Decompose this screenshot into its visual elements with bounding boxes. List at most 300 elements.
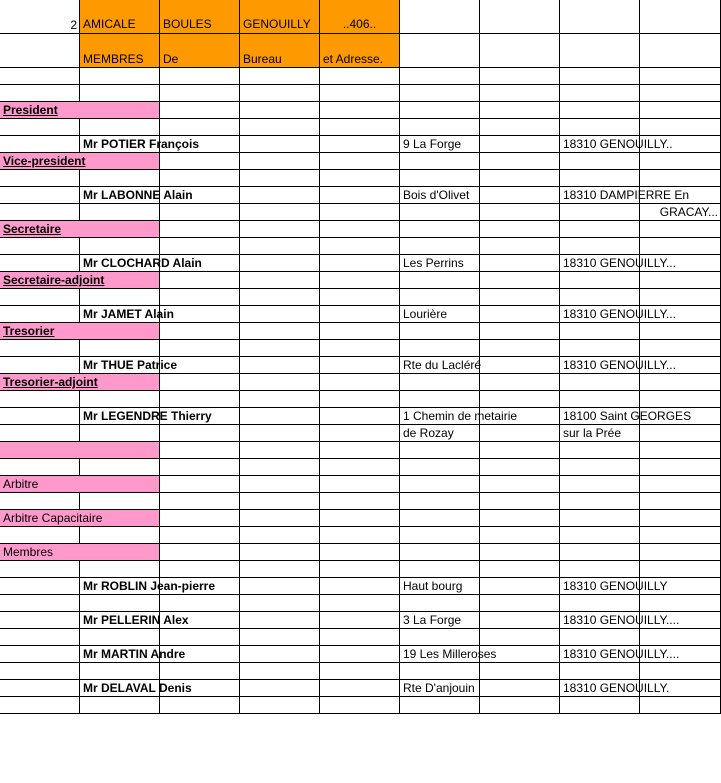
- cell[interactable]: [320, 357, 400, 374]
- cell[interactable]: [320, 153, 400, 170]
- cell[interactable]: [640, 323, 721, 340]
- cell[interactable]: [160, 391, 240, 408]
- cell[interactable]: [480, 68, 560, 85]
- cell[interactable]: [0, 340, 80, 357]
- cell[interactable]: [640, 340, 721, 357]
- cell[interactable]: [160, 595, 240, 612]
- cell[interactable]: [160, 119, 240, 136]
- cell[interactable]: [320, 697, 400, 714]
- cell[interactable]: [0, 85, 80, 102]
- cell[interactable]: [320, 170, 400, 187]
- cell[interactable]: [560, 612, 680, 629]
- cell[interactable]: [240, 493, 320, 510]
- cell[interactable]: [0, 306, 80, 323]
- cell[interactable]: [480, 204, 560, 221]
- cell[interactable]: [480, 289, 560, 306]
- cell[interactable]: [400, 85, 480, 102]
- section-title-cell[interactable]: [0, 102, 160, 119]
- cell[interactable]: [240, 306, 320, 323]
- cell[interactable]: [80, 629, 160, 646]
- cell[interactable]: [560, 136, 673, 153]
- cell[interactable]: [0, 255, 80, 272]
- cell[interactable]: [160, 289, 240, 306]
- cell[interactable]: [80, 85, 160, 102]
- cell[interactable]: [400, 153, 480, 170]
- cell[interactable]: [400, 221, 480, 238]
- cell[interactable]: [640, 425, 721, 442]
- cell[interactable]: [480, 425, 560, 442]
- cell[interactable]: [240, 527, 320, 544]
- cell[interactable]: [400, 510, 480, 527]
- cell[interactable]: [0, 595, 80, 612]
- cell[interactable]: [80, 527, 160, 544]
- cell[interactable]: [560, 204, 640, 221]
- section-title-cell[interactable]: [0, 221, 160, 238]
- cell[interactable]: [80, 306, 174, 323]
- cell[interactable]: [320, 323, 400, 340]
- cell[interactable]: [400, 289, 480, 306]
- cell[interactable]: [240, 561, 320, 578]
- cell[interactable]: [240, 119, 320, 136]
- cell[interactable]: [160, 425, 240, 442]
- cell[interactable]: [160, 629, 240, 646]
- cell[interactable]: [480, 663, 560, 680]
- cell[interactable]: [400, 544, 480, 561]
- cell[interactable]: [240, 646, 320, 663]
- cell[interactable]: [480, 527, 560, 544]
- cell[interactable]: [160, 272, 240, 289]
- cell[interactable]: [0, 578, 80, 595]
- cell[interactable]: [240, 221, 320, 238]
- cell[interactable]: [480, 391, 560, 408]
- cell[interactable]: [480, 102, 560, 119]
- cell[interactable]: [160, 170, 240, 187]
- cell[interactable]: [400, 527, 480, 544]
- cell[interactable]: [640, 561, 721, 578]
- cell[interactable]: [240, 442, 320, 459]
- cell[interactable]: [240, 170, 320, 187]
- cell[interactable]: [80, 255, 202, 272]
- cell[interactable]: [640, 374, 721, 391]
- cell[interactable]: [80, 663, 160, 680]
- cell[interactable]: [400, 493, 480, 510]
- cell[interactable]: [480, 323, 560, 340]
- cell[interactable]: [560, 306, 676, 323]
- cell[interactable]: [480, 493, 560, 510]
- cell[interactable]: [160, 85, 240, 102]
- header-cell[interactable]: [80, 34, 160, 68]
- cell[interactable]: [480, 136, 560, 153]
- cell[interactable]: [560, 238, 640, 255]
- cell[interactable]: [480, 442, 560, 459]
- cell[interactable]: [320, 136, 400, 153]
- cell[interactable]: [160, 697, 240, 714]
- cell[interactable]: [320, 561, 400, 578]
- cell[interactable]: [480, 357, 560, 374]
- cell[interactable]: [320, 544, 400, 561]
- cell[interactable]: [400, 255, 480, 272]
- cell[interactable]: [0, 629, 80, 646]
- cell[interactable]: [320, 527, 400, 544]
- cell[interactable]: [480, 272, 560, 289]
- cell[interactable]: [640, 391, 721, 408]
- cell[interactable]: [240, 374, 320, 391]
- cell[interactable]: [480, 85, 560, 102]
- cell[interactable]: [640, 153, 721, 170]
- cell[interactable]: [80, 680, 192, 697]
- cell[interactable]: [480, 221, 560, 238]
- cell[interactable]: [480, 476, 560, 493]
- cell[interactable]: [480, 187, 560, 204]
- cell[interactable]: [480, 697, 560, 714]
- cell[interactable]: [560, 578, 668, 595]
- cell[interactable]: [560, 459, 640, 476]
- cell[interactable]: [240, 187, 320, 204]
- cell[interactable]: [400, 357, 480, 374]
- cell[interactable]: [560, 493, 640, 510]
- cell[interactable]: [320, 646, 400, 663]
- cell[interactable]: [400, 34, 480, 68]
- cell[interactable]: [560, 442, 640, 459]
- cell[interactable]: [480, 459, 560, 476]
- cell[interactable]: [640, 170, 721, 187]
- cell[interactable]: [480, 255, 560, 272]
- cell[interactable]: [240, 612, 320, 629]
- cell[interactable]: [160, 527, 240, 544]
- cell[interactable]: [560, 476, 640, 493]
- cell[interactable]: [160, 153, 240, 170]
- cell[interactable]: [320, 493, 400, 510]
- cell[interactable]: [240, 153, 320, 170]
- cell[interactable]: [400, 697, 480, 714]
- cell[interactable]: [240, 425, 320, 442]
- cell[interactable]: [560, 527, 640, 544]
- cell[interactable]: [320, 187, 400, 204]
- header-cell[interactable]: [80, 0, 160, 34]
- cell[interactable]: [320, 238, 400, 255]
- cell[interactable]: [0, 238, 80, 255]
- cell[interactable]: [480, 170, 560, 187]
- cell[interactable]: [560, 357, 676, 374]
- cell[interactable]: [320, 595, 400, 612]
- cell[interactable]: [0, 408, 80, 425]
- cell[interactable]: [320, 68, 400, 85]
- cell[interactable]: [240, 68, 320, 85]
- cell[interactable]: [320, 425, 400, 442]
- cell[interactable]: [560, 561, 640, 578]
- cell[interactable]: [400, 680, 480, 697]
- cell[interactable]: [80, 595, 160, 612]
- cell[interactable]: [0, 289, 80, 306]
- cell[interactable]: [560, 595, 640, 612]
- cell[interactable]: [400, 204, 480, 221]
- cell[interactable]: [160, 204, 240, 221]
- cell[interactable]: [0, 136, 80, 153]
- cell[interactable]: [0, 680, 80, 697]
- cell[interactable]: [240, 595, 320, 612]
- header-cell[interactable]: [240, 0, 320, 34]
- cell[interactable]: [160, 442, 240, 459]
- cell[interactable]: [640, 595, 721, 612]
- cell[interactable]: [0, 170, 80, 187]
- cell[interactable]: [400, 306, 480, 323]
- cell[interactable]: [480, 595, 560, 612]
- cell[interactable]: [240, 85, 320, 102]
- cell[interactable]: [400, 170, 480, 187]
- cell[interactable]: [0, 119, 80, 136]
- cell[interactable]: [400, 408, 518, 425]
- cell[interactable]: [240, 578, 320, 595]
- cell[interactable]: [560, 102, 640, 119]
- cell[interactable]: [400, 323, 480, 340]
- cell[interactable]: [0, 493, 80, 510]
- cell[interactable]: [320, 459, 400, 476]
- cell[interactable]: [480, 612, 560, 629]
- cell[interactable]: [240, 510, 320, 527]
- cell[interactable]: [560, 629, 640, 646]
- cell[interactable]: [240, 340, 320, 357]
- cell[interactable]: [320, 629, 400, 646]
- cell[interactable]: [80, 68, 160, 85]
- cell[interactable]: [320, 612, 400, 629]
- cell[interactable]: [480, 34, 560, 68]
- cell[interactable]: [240, 629, 320, 646]
- cell[interactable]: [320, 119, 400, 136]
- cell[interactable]: [240, 289, 320, 306]
- cell[interactable]: [400, 425, 480, 442]
- cell[interactable]: [320, 391, 400, 408]
- cell[interactable]: [320, 102, 400, 119]
- cell[interactable]: [0, 187, 80, 204]
- cell[interactable]: [160, 340, 240, 357]
- cell[interactable]: [400, 459, 480, 476]
- cell[interactable]: [0, 459, 80, 476]
- cell[interactable]: [160, 476, 240, 493]
- cell[interactable]: [400, 595, 480, 612]
- cell[interactable]: [160, 561, 240, 578]
- cell[interactable]: [560, 340, 640, 357]
- cell[interactable]: [640, 476, 721, 493]
- cell[interactable]: [0, 561, 80, 578]
- cell[interactable]: [480, 153, 560, 170]
- cell[interactable]: [80, 459, 160, 476]
- cell[interactable]: [80, 357, 178, 374]
- cell[interactable]: [0, 0, 80, 34]
- section-title-cell[interactable]: [0, 374, 160, 391]
- cell[interactable]: [400, 391, 480, 408]
- cell[interactable]: [320, 255, 400, 272]
- cell[interactable]: [560, 272, 640, 289]
- cell[interactable]: [80, 340, 160, 357]
- cell[interactable]: [240, 272, 320, 289]
- cell[interactable]: [560, 255, 676, 272]
- cell[interactable]: [640, 68, 721, 85]
- cell[interactable]: [560, 34, 640, 68]
- cell[interactable]: [320, 510, 400, 527]
- cell[interactable]: [240, 663, 320, 680]
- cell[interactable]: [400, 561, 480, 578]
- cell[interactable]: [240, 102, 320, 119]
- cell[interactable]: [0, 612, 80, 629]
- header-cell[interactable]: [160, 34, 240, 68]
- cell[interactable]: [160, 374, 240, 391]
- cell[interactable]: [320, 85, 400, 102]
- cell[interactable]: [80, 204, 160, 221]
- cell[interactable]: [80, 136, 200, 153]
- cell[interactable]: [640, 119, 721, 136]
- cell[interactable]: [560, 697, 640, 714]
- cell[interactable]: [400, 578, 480, 595]
- cell[interactable]: [160, 68, 240, 85]
- cell[interactable]: [320, 204, 400, 221]
- section-title-cell[interactable]: [0, 442, 160, 459]
- section-title-cell[interactable]: [0, 272, 160, 289]
- cell[interactable]: [480, 629, 560, 646]
- cell[interactable]: [480, 119, 560, 136]
- cell[interactable]: [560, 68, 640, 85]
- cell[interactable]: [240, 408, 320, 425]
- cell[interactable]: [240, 391, 320, 408]
- cell[interactable]: [640, 459, 721, 476]
- cell[interactable]: [320, 272, 400, 289]
- cell[interactable]: [400, 0, 480, 34]
- cell[interactable]: [560, 187, 690, 204]
- cell[interactable]: [400, 102, 480, 119]
- cell[interactable]: [80, 170, 160, 187]
- cell[interactable]: [640, 697, 721, 714]
- cell[interactable]: [400, 272, 480, 289]
- cell[interactable]: [560, 510, 640, 527]
- section-title-cell[interactable]: [0, 323, 160, 340]
- cell[interactable]: [0, 204, 80, 221]
- cell[interactable]: [400, 629, 480, 646]
- cell[interactable]: [320, 306, 400, 323]
- cell[interactable]: [240, 680, 320, 697]
- cell[interactable]: [240, 697, 320, 714]
- cell[interactable]: [80, 408, 212, 425]
- cell[interactable]: [640, 289, 721, 306]
- cell[interactable]: [0, 34, 80, 68]
- cell[interactable]: [560, 0, 640, 34]
- cell[interactable]: [240, 459, 320, 476]
- cell[interactable]: [320, 663, 400, 680]
- cell[interactable]: [160, 510, 240, 527]
- cell[interactable]: [640, 221, 721, 238]
- cell[interactable]: [400, 663, 480, 680]
- cell[interactable]: [240, 238, 320, 255]
- cell[interactable]: [560, 289, 640, 306]
- cell[interactable]: [400, 136, 480, 153]
- cell[interactable]: [320, 442, 400, 459]
- cell[interactable]: [160, 459, 240, 476]
- cell[interactable]: [480, 374, 560, 391]
- cell[interactable]: [560, 425, 640, 442]
- cell[interactable]: [0, 425, 80, 442]
- cell[interactable]: [640, 663, 721, 680]
- cell[interactable]: [0, 357, 80, 374]
- cell[interactable]: [400, 374, 480, 391]
- cell[interactable]: [640, 34, 721, 68]
- cell[interactable]: [160, 544, 240, 561]
- cell[interactable]: [80, 646, 186, 663]
- cell[interactable]: [640, 272, 721, 289]
- cell[interactable]: [640, 544, 721, 561]
- cell[interactable]: [400, 476, 480, 493]
- cell[interactable]: [480, 510, 560, 527]
- cell[interactable]: [640, 442, 721, 459]
- cell[interactable]: [480, 238, 560, 255]
- cell[interactable]: [560, 408, 692, 425]
- cell[interactable]: [160, 493, 240, 510]
- header-cell[interactable]: [320, 0, 400, 34]
- cell[interactable]: [160, 221, 240, 238]
- cell[interactable]: [560, 85, 640, 102]
- section-title-cell[interactable]: [0, 153, 160, 170]
- cell[interactable]: [240, 255, 320, 272]
- cell[interactable]: [240, 204, 320, 221]
- cell[interactable]: [560, 153, 640, 170]
- cell[interactable]: [80, 289, 160, 306]
- cell[interactable]: [80, 391, 160, 408]
- header-cell[interactable]: [240, 34, 320, 68]
- cell[interactable]: [480, 544, 560, 561]
- cell[interactable]: [480, 340, 560, 357]
- header-cell[interactable]: [160, 0, 240, 34]
- cell[interactable]: [160, 102, 240, 119]
- cell[interactable]: [320, 340, 400, 357]
- cell[interactable]: [560, 646, 680, 663]
- cell[interactable]: [240, 476, 320, 493]
- cell[interactable]: [240, 544, 320, 561]
- cell[interactable]: [640, 238, 721, 255]
- cell[interactable]: [320, 680, 400, 697]
- cell[interactable]: [0, 663, 80, 680]
- cell[interactable]: [320, 221, 400, 238]
- cell[interactable]: [480, 680, 560, 697]
- cell[interactable]: [560, 119, 640, 136]
- cell[interactable]: [560, 663, 640, 680]
- cell[interactable]: [480, 306, 560, 323]
- cell[interactable]: [240, 357, 320, 374]
- cell[interactable]: [640, 493, 721, 510]
- cell[interactable]: [80, 187, 193, 204]
- cell[interactable]: [400, 119, 480, 136]
- cell[interactable]: [400, 340, 480, 357]
- cell[interactable]: [80, 425, 160, 442]
- cell[interactable]: [480, 561, 560, 578]
- cell[interactable]: [160, 238, 240, 255]
- cell[interactable]: [0, 391, 80, 408]
- cell[interactable]: [400, 612, 480, 629]
- cell[interactable]: [80, 697, 160, 714]
- cell[interactable]: [80, 561, 160, 578]
- cell[interactable]: [560, 680, 670, 697]
- cell[interactable]: [640, 0, 721, 34]
- cell[interactable]: [80, 119, 160, 136]
- cell[interactable]: [640, 629, 721, 646]
- cell[interactable]: [400, 187, 480, 204]
- cell[interactable]: [560, 170, 640, 187]
- cell[interactable]: [560, 391, 640, 408]
- cell[interactable]: [560, 544, 640, 561]
- cell[interactable]: [320, 578, 400, 595]
- cell[interactable]: [320, 476, 400, 493]
- cell[interactable]: [640, 85, 721, 102]
- cell[interactable]: [560, 374, 640, 391]
- cell[interactable]: [160, 323, 240, 340]
- cell[interactable]: [0, 697, 80, 714]
- cell[interactable]: [0, 68, 80, 85]
